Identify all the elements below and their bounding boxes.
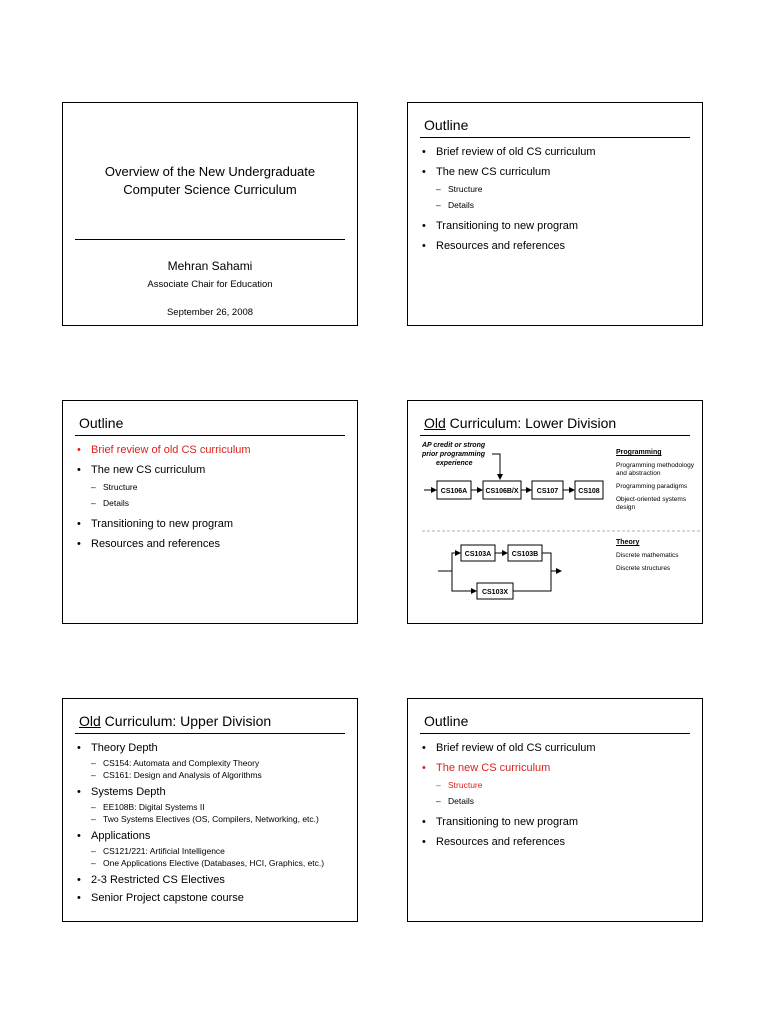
outline-item-active: • Brief review of old CS curriculum bbox=[77, 443, 349, 457]
presentation-date: September 26, 2008 bbox=[166, 307, 254, 318]
outline-item-label: The new CS curriculum bbox=[91, 464, 206, 476]
requirement-item: • Senior Project capstone course bbox=[77, 891, 349, 905]
title-line-2: Computer Science Curriculum bbox=[123, 182, 297, 197]
theory-heading: Theory bbox=[616, 539, 640, 546]
outline-item bbox=[77, 463, 349, 511]
flow-line bbox=[513, 571, 551, 591]
course-label: CS103B bbox=[511, 551, 539, 558]
ap-credit-line-2: prior programming bbox=[422, 451, 486, 458]
divider bbox=[75, 239, 345, 240]
slide-outline-1 bbox=[407, 102, 703, 326]
ap-credit-line-1: AP credit or strong bbox=[422, 442, 486, 449]
ap-arrow bbox=[492, 454, 500, 479]
slide-lower-division bbox=[407, 400, 703, 624]
outline-item-active bbox=[422, 761, 694, 809]
topic-item: Object-oriented systems design bbox=[616, 496, 687, 511]
outline-list bbox=[422, 145, 694, 259]
outline-item: • Resources and references bbox=[422, 835, 694, 849]
outline-sublist bbox=[436, 777, 694, 809]
slide-upper-division bbox=[62, 698, 358, 922]
flow-arrow bbox=[452, 571, 476, 591]
outline-sublist bbox=[436, 181, 694, 213]
programming-heading: Programming bbox=[616, 449, 662, 456]
heading-rule bbox=[420, 733, 690, 734]
flow-arrow bbox=[452, 553, 460, 571]
outline-item: • Transitioning to new program bbox=[422, 815, 694, 829]
requirement-subitem: – CS161: Design and Analysis of Algorithms bbox=[91, 769, 349, 781]
course-label: CS106B/X bbox=[485, 488, 519, 495]
topic-item: Programming methodology and abstraction bbox=[616, 462, 695, 477]
requirements-list bbox=[77, 741, 349, 911]
programming-topics bbox=[616, 449, 702, 517]
outline-item-label: The new CS curriculum bbox=[436, 166, 551, 178]
outline-item: • Resources and references bbox=[77, 537, 349, 551]
outline-list bbox=[77, 443, 349, 557]
outline-item bbox=[422, 165, 694, 213]
requirement-sublist bbox=[91, 757, 349, 781]
presenter-role: Associate Chair for Education bbox=[147, 279, 273, 290]
slide-heading: Outline bbox=[424, 117, 469, 133]
slide-title bbox=[62, 102, 358, 326]
topic-item: Discrete structures bbox=[616, 565, 671, 572]
outline-subitem-active: – Structure bbox=[436, 777, 694, 793]
requirement-item bbox=[77, 785, 349, 825]
course-label: CS107 bbox=[536, 488, 559, 495]
theory-topics bbox=[616, 539, 702, 578]
course-label: CS106A bbox=[440, 488, 468, 495]
heading-rest: Curriculum: Lower Division bbox=[445, 415, 617, 431]
outline-sublist bbox=[91, 479, 349, 511]
slide-heading: Outline bbox=[424, 713, 469, 729]
requirement-subitem: – CS121/221: Artificial Intelligence bbox=[91, 845, 349, 857]
heading-rule bbox=[75, 733, 345, 734]
flow-line bbox=[542, 553, 551, 571]
outline-subitem: – Structure bbox=[436, 181, 694, 197]
requirement-sublist bbox=[91, 845, 349, 869]
outline-subitem: – Structure bbox=[91, 479, 349, 495]
outline-item: • Transitioning to new program bbox=[422, 219, 694, 233]
presenter-name: Mehran Sahami bbox=[167, 259, 253, 273]
ap-credit-line-3: experience bbox=[436, 460, 473, 467]
slide-heading: Outline bbox=[79, 415, 124, 431]
slide-heading bbox=[79, 713, 271, 729]
course-label: CS103X bbox=[481, 589, 509, 596]
requirement-subitem: – EE108B: Digital Systems II bbox=[91, 801, 349, 813]
requirement-sublist bbox=[91, 801, 349, 825]
slide-outline-3 bbox=[407, 698, 703, 922]
heading-emphasis: Old bbox=[79, 713, 101, 729]
requirement-subitem: – One Applications Elective (Databases, HCI, Graphics, etc.) bbox=[91, 857, 349, 869]
presentation-title bbox=[63, 163, 357, 199]
requirement-item bbox=[77, 741, 349, 781]
requirement-subitem: – CS154: Automata and Complexity Theory bbox=[91, 757, 349, 769]
outline-item: • Brief review of old CS curriculum bbox=[422, 145, 694, 159]
topic-item: Discrete mathematics bbox=[616, 552, 679, 559]
outline-subitem: – Details bbox=[436, 197, 694, 213]
outline-item: • Brief review of old CS curriculum bbox=[422, 741, 694, 755]
outline-item: • Transitioning to new program bbox=[77, 517, 349, 531]
outline-list bbox=[422, 741, 694, 855]
outline-item-label: The new CS curriculum bbox=[436, 762, 551, 774]
requirement-item: • 2-3 Restricted CS Electives bbox=[77, 873, 349, 887]
outline-subitem: – Details bbox=[91, 495, 349, 511]
outline-item: • Resources and references bbox=[422, 239, 694, 253]
course-label: CS103A bbox=[464, 551, 492, 558]
requirement-item bbox=[77, 829, 349, 869]
outline-subitem: – Details bbox=[436, 793, 694, 809]
heading-rule bbox=[75, 435, 345, 436]
requirement-subitem: – Two Systems Electives (OS, Compilers, Networking, etc.) bbox=[91, 813, 349, 825]
heading-rest: Curriculum: Upper Division bbox=[100, 713, 272, 729]
course-label: CS108 bbox=[578, 488, 600, 495]
requirement-label: Applications bbox=[91, 830, 151, 842]
requirement-label: Theory Depth bbox=[91, 742, 158, 754]
heading-emphasis: Old bbox=[424, 415, 446, 431]
slide-outline-2 bbox=[62, 400, 358, 624]
heading-rule bbox=[420, 137, 690, 138]
title-line-1: Overview of the New Undergraduate bbox=[104, 164, 316, 179]
requirement-label: Systems Depth bbox=[91, 786, 166, 798]
topic-item: Programming paradigms bbox=[616, 483, 688, 490]
